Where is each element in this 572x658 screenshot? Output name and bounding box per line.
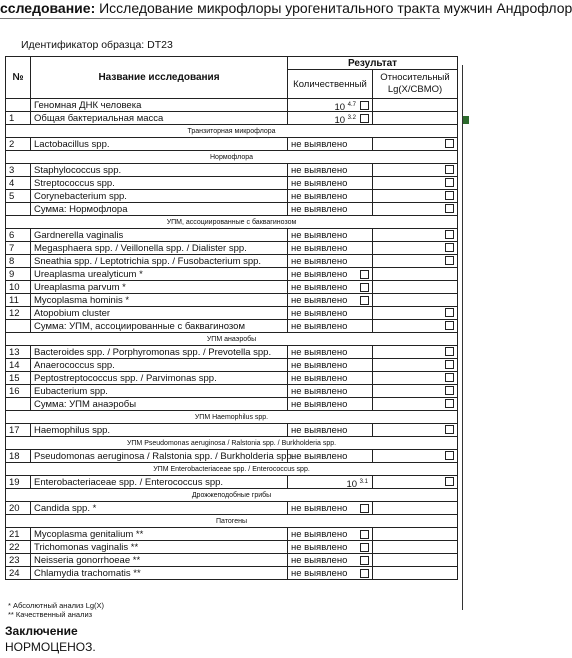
table-row — [6, 554, 458, 567]
table-row — [6, 320, 458, 333]
test-name: Eubacterium spp. — [31, 385, 288, 398]
checkbox-icon — [445, 256, 454, 265]
col-header-num: № — [6, 57, 31, 99]
quant-result — [288, 424, 373, 437]
quant-base: 10 — [334, 102, 346, 114]
quant-exponent: 4.7 — [347, 102, 356, 108]
quant-text: не выявлено — [291, 541, 348, 553]
checkbox-icon — [445, 477, 454, 486]
test-name: Candida spp. * — [31, 502, 288, 515]
section-label: УПМ, ассоциированные с баквагинозом — [6, 216, 458, 229]
quant-result — [288, 190, 373, 203]
quant-result — [288, 203, 373, 216]
quant-result — [288, 359, 373, 372]
quant-result — [288, 528, 373, 541]
quant-text: не выявлено — [291, 554, 348, 566]
quant-text: не выявлено — [291, 164, 348, 176]
test-name: Сумма: УПМ, ассоциированные с баквагинозом — [31, 320, 288, 333]
quant-text: не выявлено — [291, 385, 348, 397]
title-divider — [0, 18, 440, 19]
quant-result — [288, 177, 373, 190]
section-row — [6, 216, 458, 229]
quant-text: не выявлено — [291, 528, 348, 540]
quant-result — [288, 307, 373, 320]
quant-result — [288, 450, 373, 463]
rel-result — [373, 268, 458, 281]
quant-text: не выявлено — [291, 372, 348, 384]
row-number: 2 — [6, 138, 31, 151]
rel-result — [373, 541, 458, 554]
quant-result — [288, 99, 373, 112]
checkbox-icon — [445, 360, 454, 369]
rel-result — [373, 567, 458, 580]
test-name: Streptococcus spp. — [31, 177, 288, 190]
row-number: 23 — [6, 554, 31, 567]
quant-text: не выявлено — [291, 268, 348, 280]
table-row — [6, 346, 458, 359]
checkbox-icon — [360, 530, 369, 539]
test-name: Anaerococcus spp. — [31, 359, 288, 372]
test-name: Staphylococcus spp. — [31, 164, 288, 177]
table-row — [6, 138, 458, 151]
test-name: Pseudomonas aeruginosa / Ralstonia spp. / Burkholderia spp. — [31, 450, 288, 463]
table-row — [6, 541, 458, 554]
checkbox-icon — [360, 543, 369, 552]
checkbox-icon — [360, 556, 369, 565]
checkbox-icon — [445, 243, 454, 252]
checkbox-icon — [445, 139, 454, 148]
checkbox-icon — [360, 101, 369, 110]
row-number: 20 — [6, 502, 31, 515]
row-number: 21 — [6, 528, 31, 541]
rel-result — [373, 190, 458, 203]
col-header-name: Название исследования — [31, 57, 288, 99]
table-row — [6, 307, 458, 320]
quant-result — [288, 385, 373, 398]
checkbox-icon — [360, 296, 369, 305]
checkbox-icon — [445, 386, 454, 395]
row-number: 6 — [6, 229, 31, 242]
table-row — [6, 229, 458, 242]
rel-result — [373, 450, 458, 463]
test-name: Ureaplasma urealyticum * — [31, 268, 288, 281]
quant-result — [288, 554, 373, 567]
table-row — [6, 359, 458, 372]
quant-text: не выявлено — [291, 502, 348, 514]
rel-result — [373, 177, 458, 190]
quant-result — [288, 229, 373, 242]
test-name: Сумма: УПМ анаэробы — [31, 398, 288, 411]
quant-text: не выявлено — [291, 346, 348, 358]
quant-exponent: 3.2 — [347, 115, 356, 121]
row-number: 19 — [6, 476, 31, 489]
section-row — [6, 489, 458, 502]
row-number: 14 — [6, 359, 31, 372]
col-header-rel: Относительный Lg(X/СВМО) — [373, 70, 458, 99]
quant-text: не выявлено — [291, 294, 348, 306]
table-row — [6, 424, 458, 437]
checkbox-icon — [360, 504, 369, 513]
row-number — [6, 320, 31, 333]
table-row — [6, 372, 458, 385]
col-header-result: Результат — [288, 57, 458, 70]
quant-result — [288, 320, 373, 333]
quant-text: не выявлено — [291, 229, 348, 241]
page-title — [0, 0, 572, 20]
quant-base: 10 — [334, 115, 346, 127]
quant-result — [288, 502, 373, 515]
row-number: 7 — [6, 242, 31, 255]
section-label: Дрожжеподобные грибы — [6, 489, 458, 502]
checkbox-icon — [445, 347, 454, 356]
rel-result — [373, 359, 458, 372]
checkbox-icon — [445, 308, 454, 317]
quant-text: не выявлено — [291, 138, 348, 150]
section-row — [6, 515, 458, 528]
test-name: Atopobium cluster — [31, 307, 288, 320]
checkbox-icon — [360, 283, 369, 292]
rel-result — [373, 242, 458, 255]
test-name: Mycoplasma genitalium ** — [31, 528, 288, 541]
quant-text: не выявлено — [291, 242, 348, 254]
quant-value — [346, 477, 368, 490]
quant-result — [288, 268, 373, 281]
test-name: Ureaplasma parvum * — [31, 281, 288, 294]
checkbox-icon — [445, 321, 454, 330]
test-name: Lactobacillus spp. — [31, 138, 288, 151]
row-number: 8 — [6, 255, 31, 268]
test-name: Sneathia spp. / Leptotrichia spp. / Fusobacterium spp. — [31, 255, 288, 268]
table-row — [6, 99, 458, 112]
results-body — [6, 99, 458, 580]
footnote-qualitative: ** Качественный анализ — [8, 610, 93, 619]
row-number: 3 — [6, 164, 31, 177]
checkbox-icon — [445, 165, 454, 174]
section-label: Нормофлора — [6, 151, 458, 164]
section-row — [6, 125, 458, 138]
checkbox-icon — [360, 270, 369, 279]
test-name: Megasphaera spp. / Veillonella spp. / Dialister spp. — [31, 242, 288, 255]
checkbox-icon — [445, 204, 454, 213]
rel-result — [373, 229, 458, 242]
table-row — [6, 203, 458, 216]
conclusion-value: НОРМОЦЕНОЗ. — [5, 640, 96, 654]
quant-text: не выявлено — [291, 450, 348, 462]
test-name: Mycoplasma hominis * — [31, 294, 288, 307]
rel-result — [373, 398, 458, 411]
section-row — [6, 437, 458, 450]
page-edge-line — [462, 65, 463, 610]
test-name: Neisseria gonorrhoeae ** — [31, 554, 288, 567]
row-number: 1 — [6, 112, 31, 125]
table-row — [6, 112, 458, 125]
checkbox-icon — [445, 425, 454, 434]
section-label: Транзиторная микрофлора — [6, 125, 458, 138]
quant-text: не выявлено — [291, 359, 348, 371]
table-row — [6, 190, 458, 203]
quant-result — [288, 138, 373, 151]
quant-text: не выявлено — [291, 190, 348, 202]
test-name: Сумма: Нормофлора — [31, 203, 288, 216]
test-name: Геномная ДНК человека — [31, 99, 288, 112]
checkbox-icon — [360, 569, 369, 578]
rel-result — [373, 99, 458, 112]
rel-result — [373, 203, 458, 216]
page-title-bold: сследование: — [0, 0, 96, 16]
quant-text: не выявлено — [291, 398, 348, 410]
section-row — [6, 411, 458, 424]
quant-text: не выявлено — [291, 203, 348, 215]
page-title-text: Исследование микрофлоры урогенитального тракта мужчин Андрофлор — [95, 0, 572, 16]
section-label: Патогены — [6, 515, 458, 528]
section-label: УПМ Enterobacteriaceae spp. / Enterococcus spp. — [6, 463, 458, 476]
quant-text: не выявлено — [291, 424, 348, 436]
table-row — [6, 385, 458, 398]
test-name: Corynebacterium spp. — [31, 190, 288, 203]
rel-result — [373, 528, 458, 541]
conclusion-heading: Заключение — [5, 624, 78, 638]
checkbox-icon — [445, 191, 454, 200]
quant-text: не выявлено — [291, 307, 348, 319]
row-number: 5 — [6, 190, 31, 203]
test-name: Chlamydia trachomatis ** — [31, 567, 288, 580]
quant-exponent: 3.1 — [359, 479, 368, 485]
table-row — [6, 281, 458, 294]
table-row — [6, 268, 458, 281]
rel-result — [373, 346, 458, 359]
sample-id: Идентификатор образца: DT23 — [21, 39, 173, 51]
quant-base: 10 — [346, 479, 358, 491]
row-number: 9 — [6, 268, 31, 281]
checkbox-icon — [445, 230, 454, 239]
quant-text: не выявлено — [291, 567, 348, 579]
quant-result — [288, 255, 373, 268]
row-number: 24 — [6, 567, 31, 580]
row-number: 16 — [6, 385, 31, 398]
quant-text: не выявлено — [291, 177, 348, 189]
rel-result — [373, 112, 458, 125]
quant-result — [288, 346, 373, 359]
section-label: УПМ анаэробы — [6, 333, 458, 346]
quant-result — [288, 476, 373, 489]
rel-result — [373, 255, 458, 268]
col-header-quant: Количественный — [288, 70, 373, 99]
table-row — [6, 528, 458, 541]
rel-result — [373, 164, 458, 177]
checkbox-icon — [445, 451, 454, 460]
section-row — [6, 463, 458, 476]
test-name: Haemophilus spp. — [31, 424, 288, 437]
section-row — [6, 151, 458, 164]
quant-result — [288, 541, 373, 554]
quant-value — [334, 113, 356, 126]
row-number — [6, 398, 31, 411]
margin-marker — [463, 116, 469, 124]
row-number: 18 — [6, 450, 31, 463]
section-label: УПМ Pseudomonas aeruginosa / Ralstonia spp. / Burkholderia spp. — [6, 437, 458, 450]
quant-result — [288, 567, 373, 580]
table-row — [6, 242, 458, 255]
table-row — [6, 450, 458, 463]
table-row — [6, 255, 458, 268]
rel-result — [373, 424, 458, 437]
row-number — [6, 99, 31, 112]
footnote-absolute: * Абсолютный анализ Lg(X) — [8, 601, 105, 610]
checkbox-icon — [445, 178, 454, 187]
quant-result — [288, 398, 373, 411]
section-row — [6, 333, 458, 346]
test-name: Bacteroides spp. / Porphyromonas spp. / Prevotella spp. — [31, 346, 288, 359]
row-number: 22 — [6, 541, 31, 554]
checkbox-icon — [360, 114, 369, 123]
row-number: 15 — [6, 372, 31, 385]
test-name: Peptostreptococcus spp. / Parvimonas spp. — [31, 372, 288, 385]
test-name: Gardnerella vaginalis — [31, 229, 288, 242]
row-number: 13 — [6, 346, 31, 359]
section-label: УПМ Haemophilus spp. — [6, 411, 458, 424]
table-row — [6, 398, 458, 411]
footnotes — [8, 601, 104, 619]
table-row — [6, 177, 458, 190]
rel-result — [373, 281, 458, 294]
rel-result — [373, 307, 458, 320]
row-number: 11 — [6, 294, 31, 307]
rel-result — [373, 502, 458, 515]
table-row — [6, 476, 458, 489]
quant-result — [288, 164, 373, 177]
rel-result — [373, 294, 458, 307]
test-name: Общая бактериальная масса — [31, 112, 288, 125]
checkbox-icon — [445, 399, 454, 408]
quant-result — [288, 372, 373, 385]
quant-text: не выявлено — [291, 255, 348, 267]
quant-text: не выявлено — [291, 320, 348, 332]
results-table — [5, 56, 458, 580]
quant-result — [288, 242, 373, 255]
rel-result — [373, 138, 458, 151]
quant-result — [288, 294, 373, 307]
rel-result — [373, 372, 458, 385]
rel-result — [373, 385, 458, 398]
quant-result — [288, 281, 373, 294]
row-number: 17 — [6, 424, 31, 437]
row-number — [6, 203, 31, 216]
table-row — [6, 502, 458, 515]
rel-result — [373, 554, 458, 567]
checkbox-icon — [445, 373, 454, 382]
row-number: 10 — [6, 281, 31, 294]
test-name: Enterobacteriaceae spp. / Enterococcus spp. — [31, 476, 288, 489]
quant-text: не выявлено — [291, 281, 348, 293]
rel-result — [373, 476, 458, 489]
rel-result — [373, 320, 458, 333]
row-number: 4 — [6, 177, 31, 190]
table-row — [6, 567, 458, 580]
table-row — [6, 294, 458, 307]
table-row — [6, 164, 458, 177]
quant-result — [288, 112, 373, 125]
test-name: Trichomonas vaginalis ** — [31, 541, 288, 554]
row-number: 12 — [6, 307, 31, 320]
